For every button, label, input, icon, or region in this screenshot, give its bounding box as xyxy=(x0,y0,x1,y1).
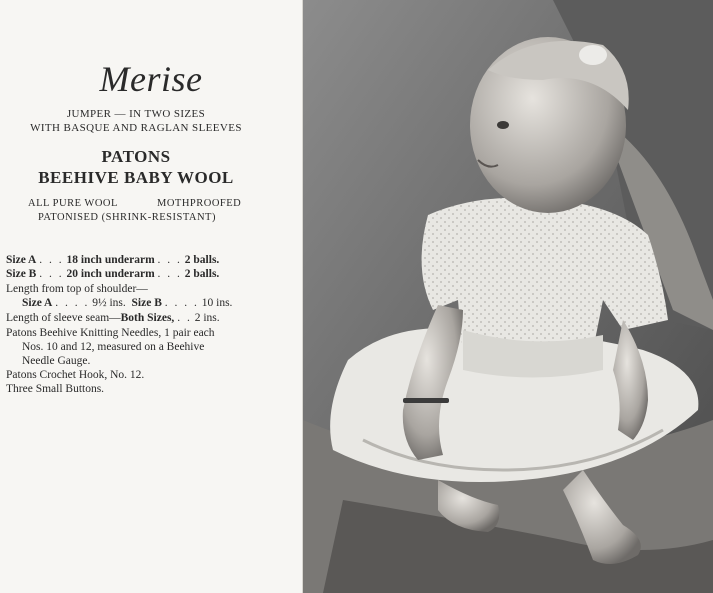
sleeve-prefix: Length of sleeve seam— xyxy=(6,312,121,324)
size-a-label: Size A xyxy=(6,254,37,266)
leader-dots: . . . xyxy=(39,254,64,266)
wool-feature-right: MOTHPROOFED xyxy=(157,198,242,209)
sleeve-line xyxy=(6,312,220,324)
sleeve-value: 2 ins. xyxy=(194,312,220,324)
wool-feature-line2: PATONISED (SHRINK-RESISTANT) xyxy=(38,212,216,223)
leader-dots: . . . . xyxy=(55,297,90,309)
needles-line1: Patons Beehive Knitting Needles, 1 pair each xyxy=(6,327,215,339)
wool-feature-left: ALL PURE WOOL xyxy=(28,198,118,209)
pattern-subtitle-line1: JUMPER — IN TWO SIZES xyxy=(66,108,206,120)
needles-line2: Nos. 10 and 12, measured on a Beehive xyxy=(22,341,205,353)
size-b-measure: 20 inch underarm xyxy=(66,268,155,280)
needles-line3: Needle Gauge. xyxy=(22,355,91,367)
size-a-balls: 2 balls. xyxy=(184,254,220,266)
baby-photo-illustration xyxy=(303,0,713,593)
size-a-line xyxy=(6,254,219,266)
brand-line2: BEEHIVE BABY WOOL xyxy=(38,168,234,187)
leader-dots: . . . xyxy=(157,268,182,280)
size-b-line xyxy=(6,268,219,280)
leader-dots: . . . . xyxy=(164,297,199,309)
hook-line: Patons Crochet Hook, No. 12. xyxy=(6,369,145,381)
pattern-title: Merise xyxy=(99,59,203,99)
size-a-measure: 18 inch underarm xyxy=(66,254,155,266)
leader-dots: . . . xyxy=(157,254,182,266)
length-a-value: 9½ ins. xyxy=(92,297,126,309)
size-b-balls: 2 balls. xyxy=(184,268,220,280)
pattern-text-panel xyxy=(0,0,302,593)
leader-dots: . . xyxy=(177,312,192,324)
length-sizes-line xyxy=(22,297,232,309)
pattern-subtitle-line2: WITH BASQUE AND RAGLAN SLEEVES xyxy=(30,122,242,134)
baby-photo xyxy=(303,0,713,593)
brand-line1: PATONS xyxy=(101,147,171,166)
sleeve-both: Both Sizes, xyxy=(120,312,175,324)
length-b-value: 10 ins. xyxy=(201,297,233,309)
size-b-label: Size B xyxy=(6,268,37,280)
length-b-label: Size B xyxy=(131,297,162,309)
length-heading: Length from top of shoulder— xyxy=(6,283,148,295)
length-a-label: Size A xyxy=(22,297,53,309)
buttons-line: Three Small Buttons. xyxy=(6,383,105,395)
leader-dots: . . . xyxy=(39,268,64,280)
